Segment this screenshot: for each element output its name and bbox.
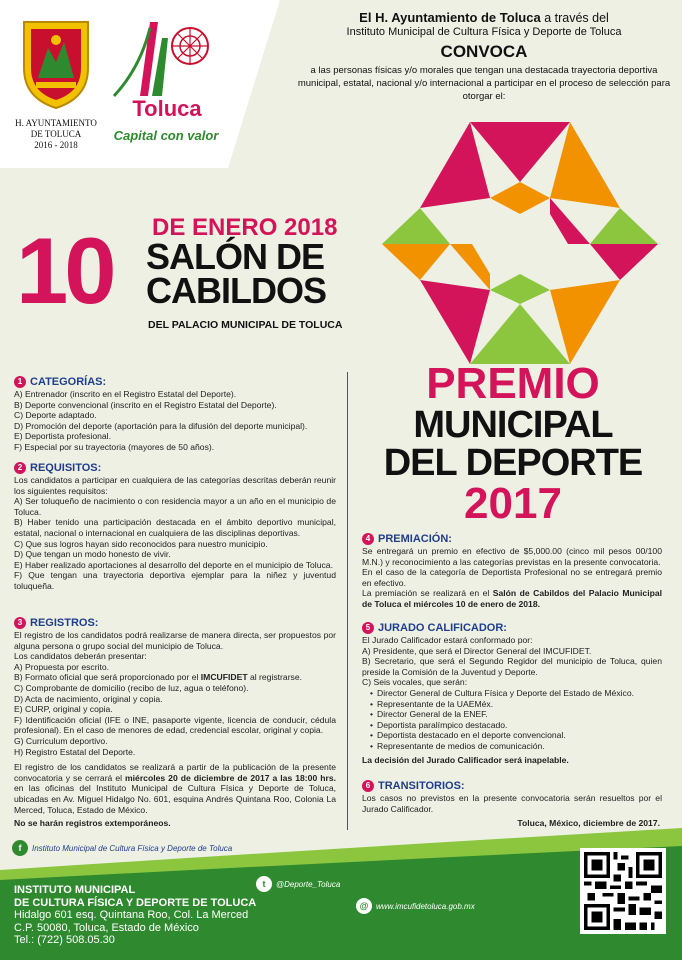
award-title: PREMIO MUNICIPAL DEL DEPORTE 2017	[383, 359, 643, 528]
column-divider	[347, 372, 348, 830]
section-heading: 2 REQUISITOS:	[14, 462, 336, 474]
section-heading: 1 CATEGORÍAS:	[14, 376, 336, 388]
section-heading: 4 PREMIACIÓN:	[362, 533, 662, 545]
section-premiacion: 4 PREMIACIÓN: Se entregará un premio en efectivo de $5,000.00 (cinco mil pesos 00/100 M.N.) y reconocimiento a las categorías previstas en la presente convocatoria. En el caso de la categoría de Deportista Profesional no se entregará premio en efectivo. La premiación se realizará en el Salón de Cabildos del Palacio Municipal de Toluca el miércoles 10 de enero de 2018.	[362, 532, 662, 609]
event-day: 10	[16, 218, 113, 323]
event-venue: SALÓN DE CABILDOS	[146, 236, 326, 311]
vocales-list: • Director General de Cultura Física y Deporte del Estado de México. • Representante de la UAEMéx. • Director General de la ENEF. • Deportista paralímpico destacado. • Deportista destacado en el deporte convencional. • Representante de medios de comunicación.	[362, 688, 662, 752]
footer-institute: INSTITUTO MUNICIPAL DE CULTURA FÍSICA Y DEPORTE DE TOLUCA Hidalgo 601 esq. Quintana Roo, Col. La Merced C.P. 50080, Toluca, Estado de México Tel.: (722) 508.05.30	[14, 884, 257, 946]
qr-code-icon	[580, 848, 666, 934]
section-heading: 3 REGISTROS:	[14, 617, 336, 629]
convoca-heading: CONVOCA	[440, 42, 528, 61]
header-line-2: Instituto Municipal de Cultura Física y Deporte de Toluca	[346, 26, 622, 38]
section-registros: 3 REGISTROS: El registro de los candidatos podrá realizarse de manera directa, ser propuestos por alguna persona o grupo social del municipio de Toluca. Los candidatos deberán presentar: A) Propuesta por escrito. B) Formato oficial que será proporcionado por el IMCUFIDET al registrarse. C) Comprobante de domicilio (recibo de luz, agua o teléfono). D) Acta de nacimiento, original y copia. E) CURP, original y copia. F) Identificación oficial (IFE o INE, pasaporte vigente, licencia de conducir, cédula profesional). En el caso de menores de edad, credencial escolar, original y copia. G) Curriculum deportivo. H) Registro Estatal del Deporte. El registro de los candidatos se realizará a partir de la publicación de la presente convocatoria y se cerrará el miércoles 20 de diciembre de 2017 a las 18:00 hrs. en las oficinas del Instituto Municipal de Cultura Física y Deporte de Toluca, ubicadas en Av. Miguel Hidalgo No. 601, esquina Andrés Quintana Roo, Colonia La Merced, Toluca, Estado de México. No se harán registros extemporáneos.	[14, 616, 336, 829]
place-date: Toluca, México, diciembre de 2017.	[517, 818, 660, 828]
header-text	[292, 10, 676, 103]
section-heading: 6 TRANSITORIOS:	[362, 780, 662, 792]
section-heading: 5 JURADO CALIFICADOR:	[362, 622, 662, 634]
twitter-icon: t	[256, 876, 272, 892]
section-jurado: 5 JURADO CALIFICADOR: El Jurado Calificador estará conformado por: A) Presidente, que será el Director General del IMCUFIDET. B) Secretario, que será el Segundo Regidor del municipio de Toluca, quien preside la Comisión de la Juventud y Deporte. C) Seis vocales, que serán: • Director General de Cultura Física y Deporte del Estado de México. • Representante de la UAEMéx. • Director General de la ENEF. • Deportista paralímpico destacado. • Deportista destacado en el deporte convencional. • Representante de medios de comunicación. La decisión del Jurado Calificador será inapelable.	[362, 622, 662, 765]
globe-icon: @	[356, 898, 372, 914]
footer-twitter[interactable]: t @Deporte_Toluca	[256, 876, 340, 892]
header-line-1: El H. Ayuntamiento de Toluca a través del	[359, 10, 609, 25]
toluca-coat-of-arms-icon	[18, 18, 94, 110]
footer-facebook[interactable]: f Instituto Municipal de Cultura Física y Deporte de Toluca	[12, 840, 232, 856]
event-month: DE ENERO 2018	[152, 214, 338, 241]
section-categorias: 1 CATEGORÍAS: A) Entrenador (inscrito en el Registro Estatal del Deporte). B) Deporte convencional (inscrito en el Registro Estatal del Deporte). C) Deporte adaptado. D) Promoción del deporte (aportación para la difusión del deporte municipal). E) Deportista profesional. F) Especial por su trayectoria (mayores de 50 años).	[14, 376, 336, 453]
section-requisitos: 2 REQUISITOS: Los candidatos a participar en cualquiera de las categorías descritas deberán reunir los siguientes requisitos: A) Ser toluqueño de nacimiento o con residencia mayor a un año en el municipio de Toluca. B) Haber tenido una participación destacada en el ámbito deportivo municipal, estatal, nacional o internacional en cualquiera de las disciplinas deportivas. C) Que sus logros hayan sido reconocidos para nuestro municipio. D) Que tengan un modo honesto de vivir. E) Haber realizado aportaciones al desarrollo del deporte en el municipio de Toluca. F) Que tengan una trayectoria deportiva ejemplar para la niñez y juventud toluqueña.	[14, 461, 336, 591]
footer-web[interactable]: @ www.imcufidetoluca.gob.mx	[356, 898, 475, 914]
brand-slogan: Capital con valor	[113, 128, 219, 143]
convoca-intro: a las personas físicas y/o morales que tengan una destacada trayectoria deportiva municipal, estatal, nacional y/o internacional a participar en el proceso de selección para otorgar el:	[297, 65, 671, 102]
facebook-icon: f	[12, 840, 28, 856]
toluca-brand-mark-icon	[110, 18, 216, 98]
award-hexagon-logo-icon	[378, 118, 662, 368]
event-venue-sub: DEL PALACIO MUNICIPAL DE TOLUCA	[148, 319, 343, 331]
section-transitorios: 6 TRANSITORIOS: Los casos no previstos en la presente convocatoria serán resueltos por el Jurado Calificador.	[362, 779, 662, 814]
shield-caption: H. AYUNTAMIENTO DE TOLUCA 2016 - 2018	[15, 118, 97, 150]
brand-name: Toluca	[132, 96, 202, 121]
